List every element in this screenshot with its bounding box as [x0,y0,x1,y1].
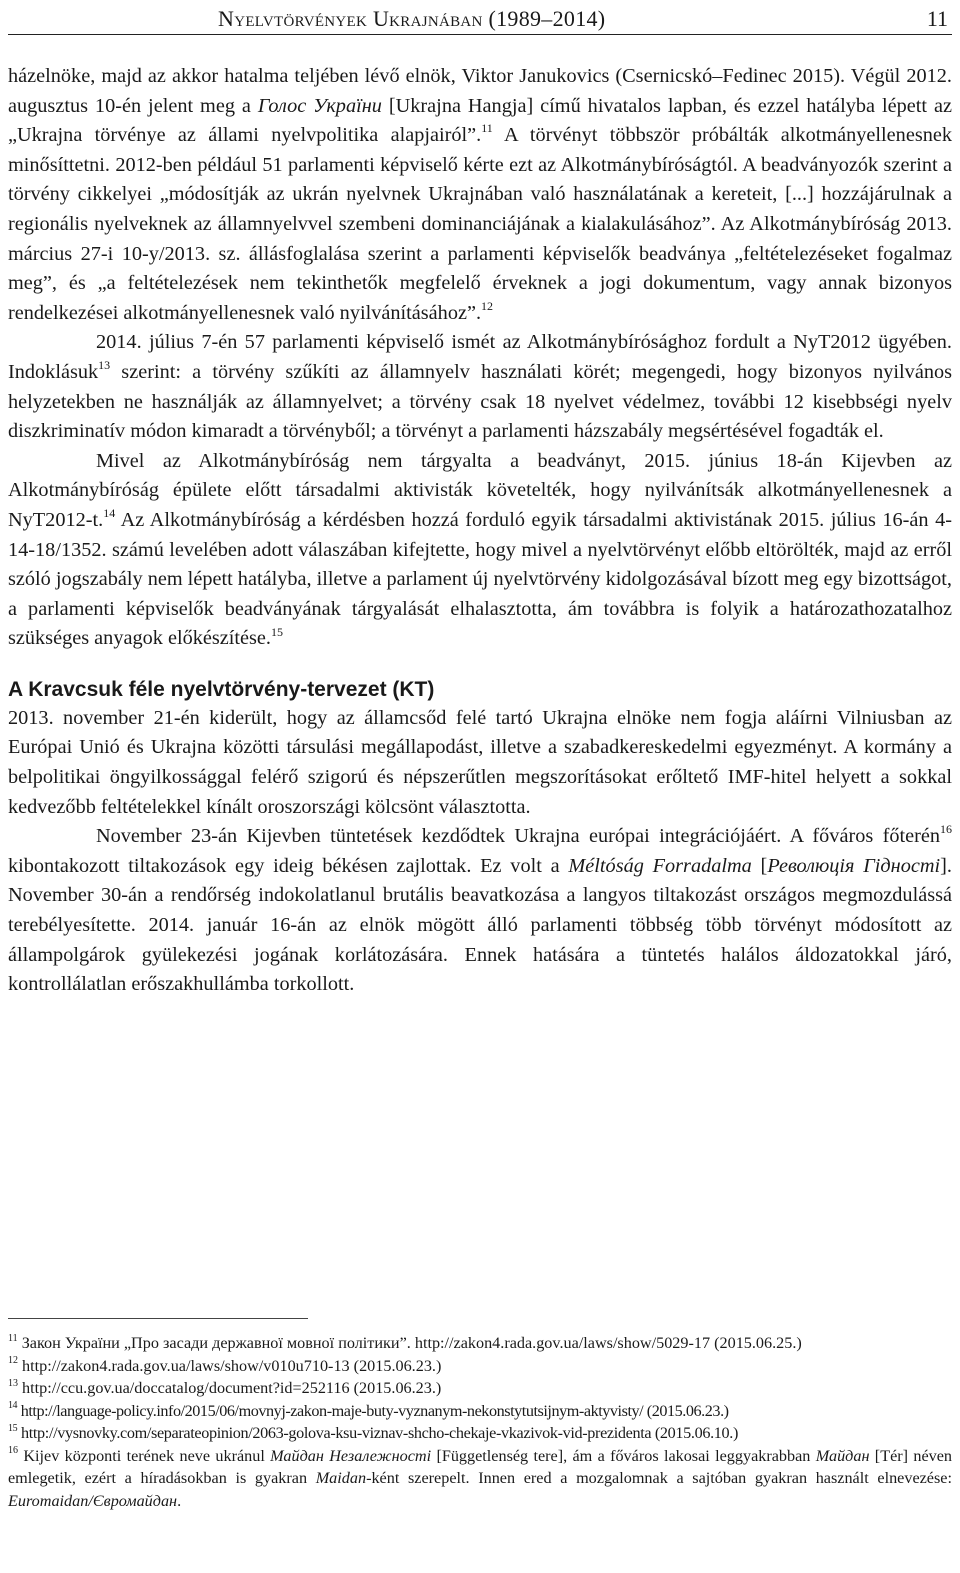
paragraph [8,328,952,446]
text-run: . [177,1491,182,1510]
footnote-ref: 15 [271,624,284,639]
running-head [8,4,952,35]
text-run: http://ccu.gov.ua/doccatalog/document?id=252116 (2015.06.23.) [22,1379,442,1397]
document-page [8,0,952,1573]
footnote [8,1332,952,1355]
footnote-ref: 11 [481,121,493,136]
text-run: kibontakozott tiltakozások egy ideig békésen zajlottak. Ez volt a [8,854,569,877]
body-text [8,62,952,1000]
footnote-number: 12 [8,1355,18,1367]
text-run: Закон України „Про засади державної мовної політики”. http://zakon4.rada.gov.ua/laws/show/5029-17 (2015.06.25.) [21,1334,802,1352]
text-run: Kijev központi terének neve ukránul [23,1446,271,1465]
footnote-ref: 13 [98,358,111,373]
italic-term: Революція Гідності [767,854,941,877]
paragraph [8,704,952,822]
page-number: 11 [926,6,948,31]
text-run: 2014. július 7-én 57 parlamenti képviselő ismét az Alkotmánybírósághoz fordult a NyT2012 ügyében. Indoklásuk [8,331,952,383]
text-run: [ [751,854,768,877]
text-run: Az Alkotmánybíróság a kérdésben hozzá forduló egyik társadalmi aktivistának 2015. július 16-án 4-14-18/1352. számú levelében adott válaszában kifejtette, hogy mivel a nyelvtörvényt előbb eltörölték, majd az erről szóló jogszabály nem lépett hatályba, illetve a parlament új nyelvtörvény kidolgozásával bízott meg egy bizottságot, a parlamenti képviselők beadványának tárgyalását elhalasztotta, ám továbbra is folyik a határozathozatalhoz szükséges anyagok előkészítése. [8,508,952,650]
text-run: A törvényt többször próbálták alkotmányellenesnek minősíttetni. 2012-ben például 51 parlamenti képviselő kérte ezt az Alkotmánybíróságtól. A beadványozók szerint a törvény cikkelyei „módosítják az ukrán nyelvnek Ukrajnában való használatának a kereteit, [...] hozzájárulnak a regionális nyelveknek az államnyelvvel szembeni dominanciájának a kialakulásához”. Az Alkotmánybíróság 2013. március 27-i 10-y/2013. sz. állásfoglalása szerint a parlamenti képviselők beadványa „feltételezéseket fogalmaz meg”, és „a feltételezések nem tekinthetők megfelelő érveknek a jogi dokumentum, vagy annak bizonyos rendelkezései alkotmányellenesnek való nyilvánításához”. [8,124,952,324]
italic-term: Maidan [315,1469,367,1487]
footnote-number: 14 [8,1400,18,1412]
footnote-number: 13 [8,1377,18,1389]
footnote-divider [8,1318,308,1319]
text-run: szerint: a törvény szűkíti az államnyelv használati körét; megengedi, hogy bizonyos nyilvános helyzetekben ne használják az államnyelvet; a törvény csak 18 nyelvet védelmez, további 12 kisebbségi nyelv diszkriminatív módon kimaradt a törvényből; a törvényt a parlamenti házszabály megsértésével fogadták el. [8,360,952,443]
footnote [8,1422,952,1445]
text-run: házelnöke, majd az akkor hatalma teljében lévő elnök, Viktor Janukovics (Csernicskó–Fedinec 2015). Végül 2012. augusztus 10-én jelent meg a [8,65,952,117]
footnote-ref: 16 [940,822,952,837]
footnote-number: 16 [8,1445,18,1457]
footnote-number: 11 [8,1332,18,1344]
text-run: [Ukrajna Hangja] című hivatalos lapban, és ezzel hatályba lépett az „Ukrajna törvénye az állami nyelvpolitika alapjairól”. [8,94,952,147]
intro-paragraphs [8,62,952,654]
text-run: -ként szerepelt. Innen ered a mozgalomnak a sajtóban gyakran használt elnevezése: [366,1469,952,1487]
italic-term: Майдан Незалежності [270,1446,432,1465]
paragraph [8,822,952,1000]
italic-term: Майдан [815,1446,870,1465]
footnote [8,1445,952,1513]
footnote-ref: 14 [103,506,116,521]
italic-term: Голос України [257,94,382,117]
text-run: ]. November 30-án a rendőrség indokolatlanul brutális beavatkozása a langyos tiltakozást országos megmozdulássá terebélyesítette. 2014. január 16-án az elnök mögött álló parlamenti többség több törvényt módosított az állampolgárok gyülekezési jogának korlátozására. Ennek hatására a tüntetés halálos áldozatokkal járó, kontrollálatlan erőszakhullámba torkollott. [8,854,952,996]
footnote [8,1355,952,1378]
italic-term: Euromaidan/Євромайдан [8,1491,178,1510]
section-heading: A Kravcsuk féle nyelvtörvény-tervezet (KT) [8,677,435,701]
text-run: http://zakon4.rada.gov.ua/laws/show/v010u710-13 (2015.06.23.) [22,1356,442,1375]
text-run: 2013. november 21-én kiderült, hogy az államcsőd felé tartó Ukrajna elnöke nem fogja aláírni Vilniusban az Európai Unió és Ukrajna közötti társulási megállapodást, illetve a szabadkereskedelmi egyezményt. A kormány a belpolitikai öngyilkossággal felérő szigorú és népszerűtlen megszorításokat erőltető IMF-hitel helyett a sokkal kedvezőbb feltételekkel kínált oroszországi kölcsönt választotta. [8,706,952,818]
footnote-ref: 12 [481,298,494,313]
footnote [8,1377,952,1400]
paragraph [8,62,952,328]
running-title: Nyelvtörvények Ukrajnában (1989–2014) [218,6,606,31]
text-run: Mivel az Alkotmánybíróság nem tárgyalta a beadványt, 2015. június 18-án Kijevben az Alkotmánybíróság épülete előtt társadalmi aktivisták követelték, hogy nyilvánítsák alkotmányellenesnek a NyT2012-t. [8,449,952,531]
text-run: http://language-policy.info/2015/06/movnyj-zakon-maje-buty-vyznanym-nekonstytutsijnym-aktyvisty/ (2015.06.23.) [20,1401,729,1420]
footnote [8,1400,952,1423]
text-run: [Tér] néven emlegetik, ezért a híradásokban is gyakran [8,1446,953,1487]
section-paragraphs [8,704,952,1000]
paragraph [8,447,952,654]
italic-term: Méltóság Forradalma [568,854,752,877]
text-run: November 23-án Kijevben tüntetések kezdődtek Ukrajna európai integrációjáért. A főváros főterén [96,825,940,848]
footnote-number: 15 [8,1422,18,1434]
text-run: [Függetlenség tere], ám a főváros lakosai leggyakrabban [431,1446,816,1465]
footnotes [8,1332,952,1512]
text-run: http://vysnovky.com/separateopinion/2063-golova-ksu-viznav-shcho-chekaje-vkazivok-vid-prezidenta (2015.06.10.) [21,1424,739,1442]
